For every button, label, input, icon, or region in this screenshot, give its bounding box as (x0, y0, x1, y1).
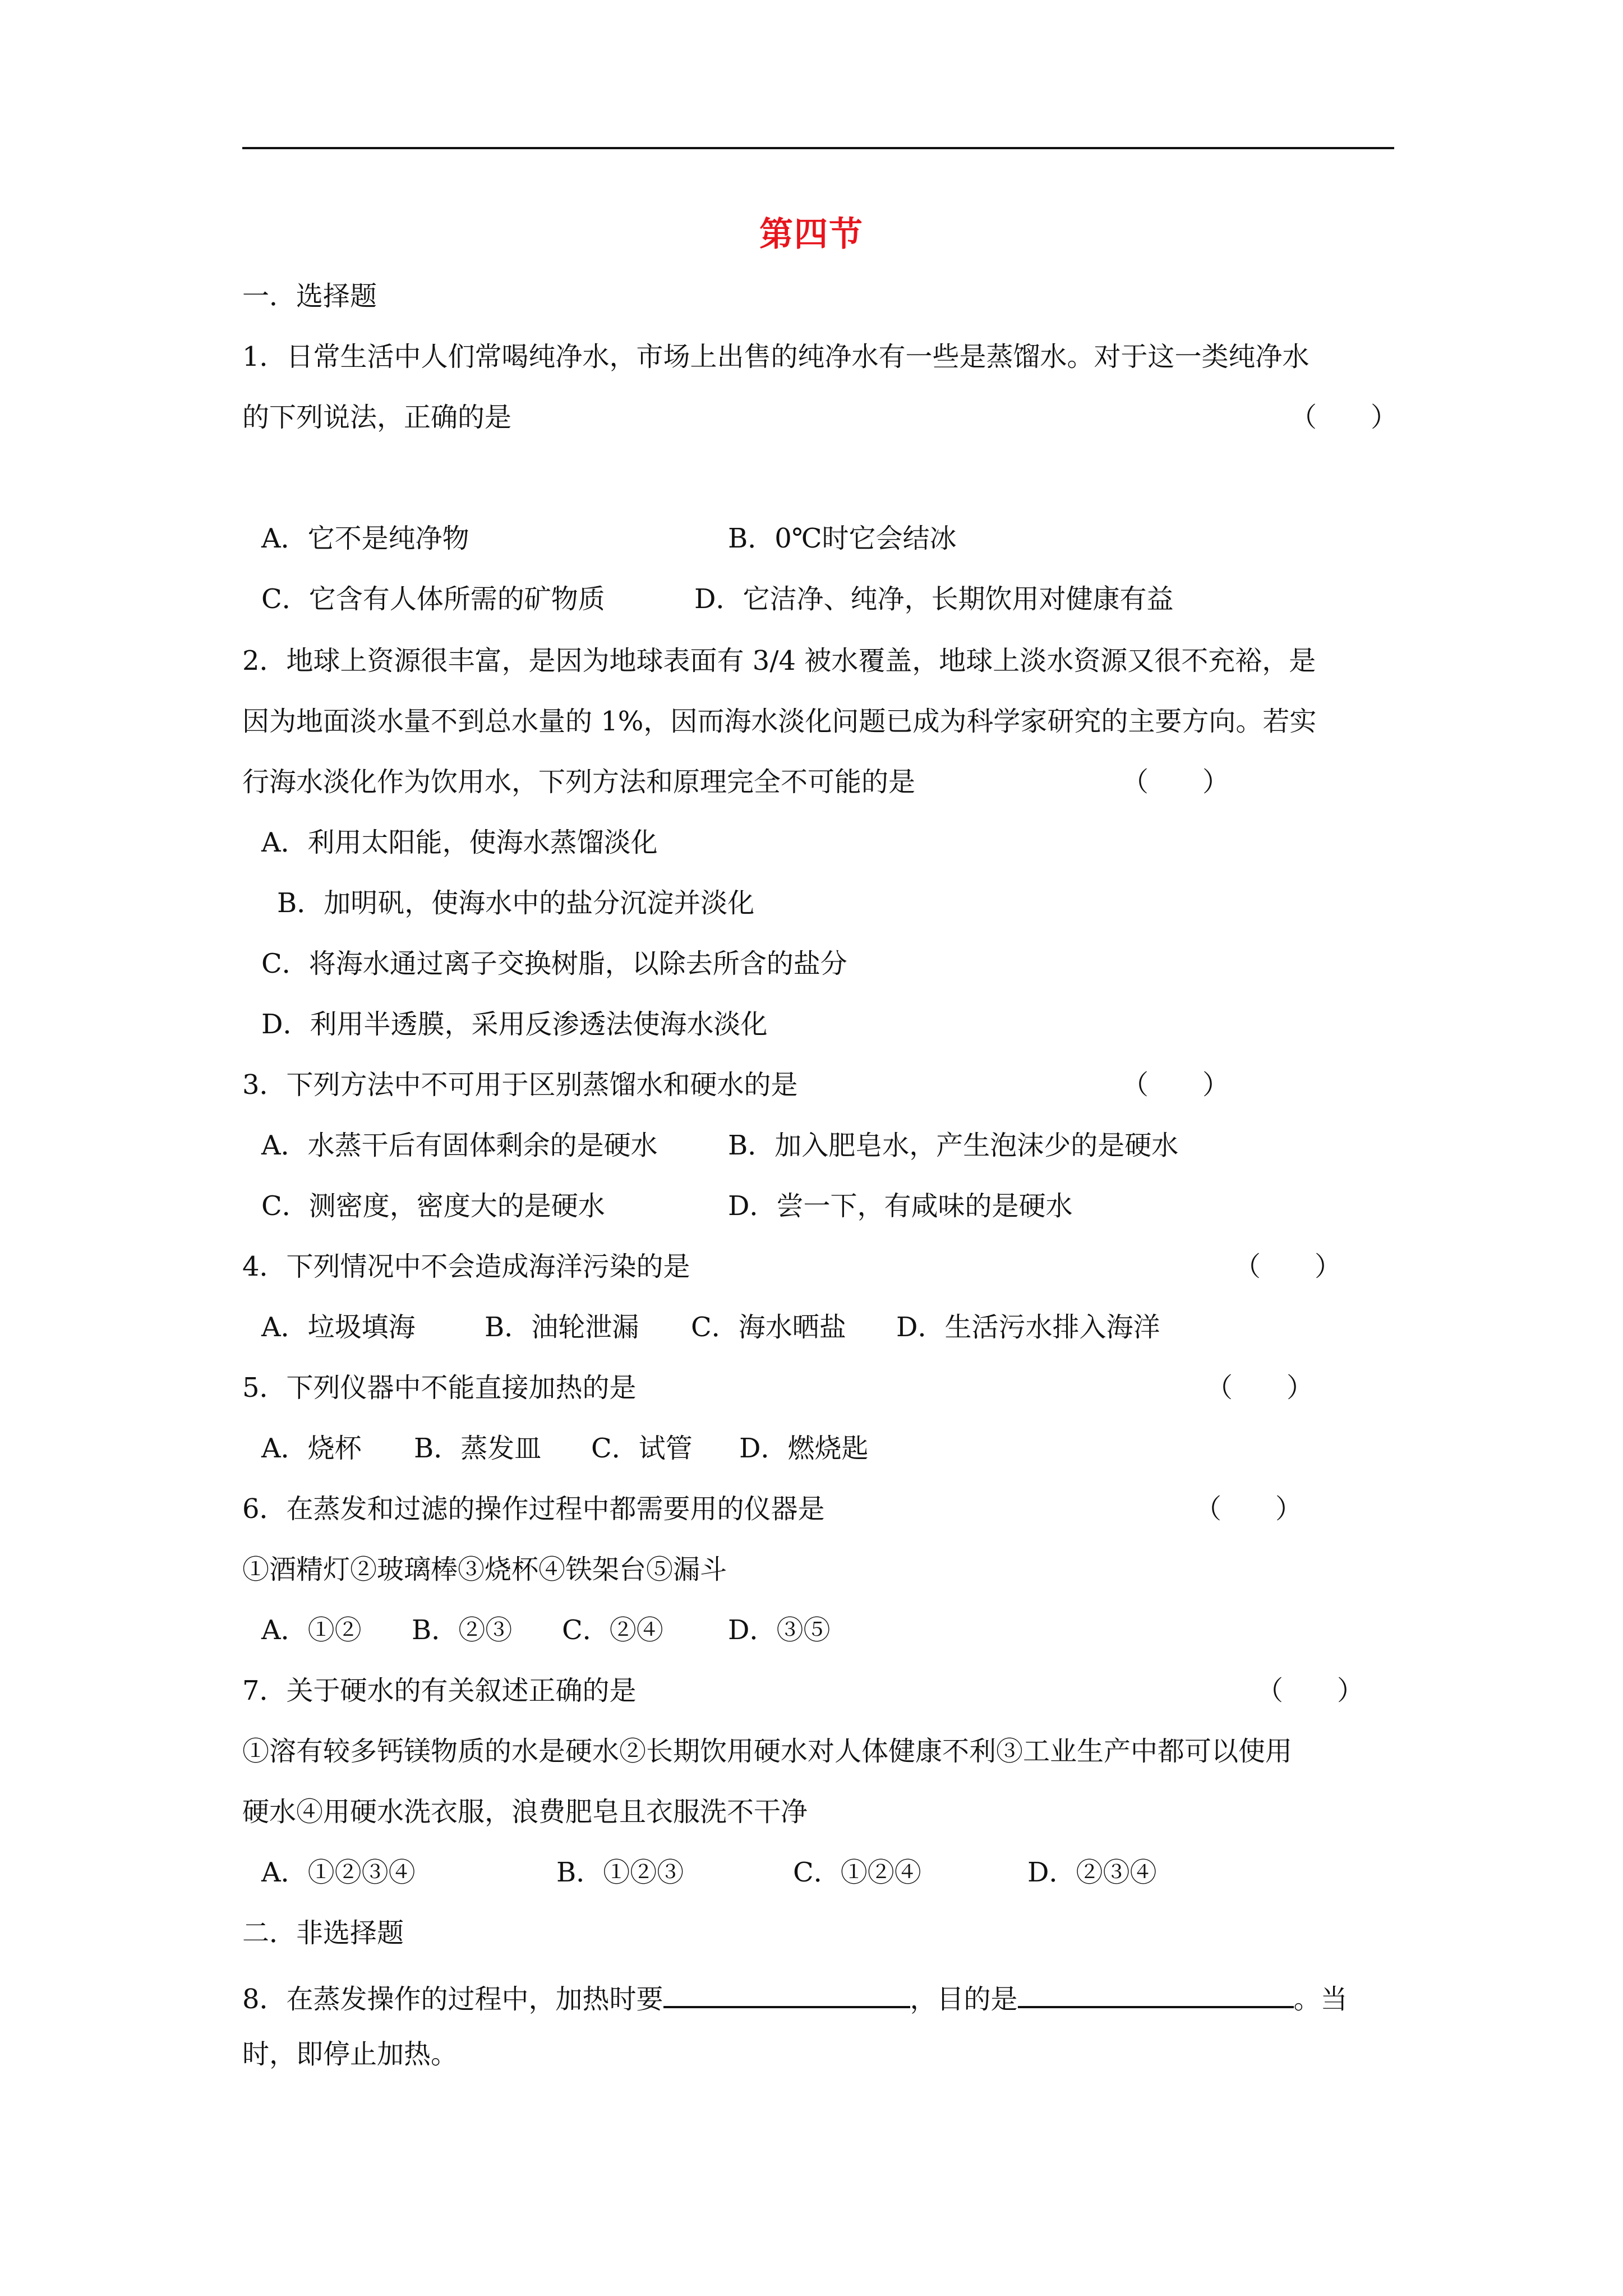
q4-option-b: B．油轮泄漏 (485, 1312, 639, 1343)
section-choice-heading: 一．选择题 (242, 280, 377, 312)
q1-stem-line2: 的下列说法，正确的是 (242, 402, 512, 433)
q6-option-d: D．③⑤ (728, 1614, 831, 1646)
q4-option-c: C．海水晒盐 (691, 1312, 846, 1343)
q1-answer-paren: （ ） (1290, 402, 1398, 433)
q2-option-b: B．加明矾，使海水中的盐分沉淀并淡化 (277, 887, 755, 919)
q5-answer-paren: （ ） (1206, 1372, 1314, 1404)
q7-option-a: A．①②③④ (261, 1857, 416, 1888)
page-title: 第四节 (759, 215, 864, 254)
q8-text-before-blank: 8．在蒸发操作的过程中，加热时要 (242, 1984, 663, 2015)
q1-stem-line1: 1．日常生活中人们常喝纯净水，市场上出售的纯净水有一些是蒸馏水。对于这一类纯净水 (242, 341, 1310, 372)
q7-option-c: C．①②④ (793, 1857, 921, 1888)
header-rule (242, 147, 1394, 149)
q2-option-a: A．利用太阳能，使海水蒸馏淡化 (261, 827, 658, 858)
q6-option-b: B．②③ (412, 1614, 513, 1646)
q5-stem: 5．下列仪器中不能直接加热的是 (242, 1372, 637, 1404)
q7-stem: 7．关于硬水的有关叙述正确的是 (242, 1675, 637, 1706)
q3-answer-paren: （ ） (1122, 1069, 1230, 1101)
q2-option-c: C．将海水通过离子交换树脂，以除去所含的盐分 (261, 948, 847, 979)
q7-items-line1: ①溶有较多钙镁物质的水是硬水②长期饮用硬水对人体健康不利③工业生产中都可以使用 (242, 1736, 1293, 1767)
q6-items: ①酒精灯②玻璃棒③烧杯④铁架台⑤漏斗 (242, 1554, 727, 1585)
q1-option-c: C．它含有人体所需的矿物质 (261, 583, 605, 615)
q6-option-a: A．①② (261, 1614, 362, 1646)
q2-stem-line3: 行海水淡化作为饮用水，下列方法和原理完全不可能的是 (242, 766, 916, 798)
q7-items-line2: 硬水④用硬水洗衣服，浪费肥皂且衣服洗不干净 (242, 1796, 808, 1828)
q8-stem-line1 (242, 1976, 1348, 2017)
q1-option-d: D．它洁净、纯净，长期饮用对健康有益 (694, 583, 1174, 615)
q5-option-d: D．燃烧匙 (739, 1433, 869, 1464)
q8-text-mid: ，目的是 (910, 1984, 1018, 2015)
q6-answer-paren: （ ） (1195, 1493, 1303, 1525)
q4-stem: 4．下列情况中不会造成海洋污染的是 (242, 1251, 690, 1282)
q5-option-b: B．蒸发皿 (414, 1433, 542, 1464)
q5-option-a: A．烧杯 (261, 1433, 362, 1464)
q3-option-c: C．测密度，密度大的是硬水 (261, 1190, 605, 1222)
q2-stem-line1: 2．地球上资源很丰富，是因为地球表面有 3/4 被水覆盖，地球上淡水资源又很不充裕，是 (242, 645, 1316, 677)
q2-stem-line2: 因为地面淡水量不到总水量的 1%，因而海水淡化问题已成为科学家研究的主要方向。若实 (242, 706, 1317, 737)
q7-option-d: D．②③④ (1027, 1857, 1157, 1888)
q4-option-a: A．垃圾填海 (261, 1312, 416, 1343)
q6-stem: 6．在蒸发和过滤的操作过程中都需要用的仪器是 (242, 1493, 825, 1525)
section-nonchoice-heading: 二．非选择题 (242, 1917, 404, 1949)
q1-option-a: A．它不是纯净物 (261, 523, 469, 554)
q8-blank-2[interactable] (1018, 1976, 1294, 2008)
q6-option-c: C．②④ (562, 1614, 663, 1646)
q5-option-c: C．试管 (591, 1433, 693, 1464)
q2-option-d: D．利用半透膜，采用反渗透法使海水淡化 (261, 1009, 768, 1040)
q7-answer-paren: （ ） (1256, 1675, 1364, 1706)
q8-text-after-blank: 。当 (1293, 1984, 1348, 2015)
q4-option-d: D．生活污水排入海洋 (896, 1312, 1160, 1343)
q3-option-b: B．加入肥皂水，产生泡沫少的是硬水 (728, 1130, 1179, 1161)
q3-stem: 3．下列方法中不可用于区别蒸馏水和硬水的是 (242, 1069, 798, 1101)
q3-option-d: D．尝一下，有咸味的是硬水 (728, 1190, 1073, 1222)
q1-option-b: B．0℃时它会结冰 (728, 523, 957, 554)
q8-stem-line2: 时，即停止加热。 (242, 2039, 458, 2070)
q7-option-b: B．①②③ (556, 1857, 684, 1888)
q4-answer-paren: （ ） (1234, 1251, 1342, 1282)
q2-answer-paren: （ ） (1122, 766, 1230, 798)
q8-blank-1[interactable] (663, 1976, 910, 2008)
q3-option-a: A．水蒸干后有固体剩余的是硬水 (261, 1130, 658, 1161)
